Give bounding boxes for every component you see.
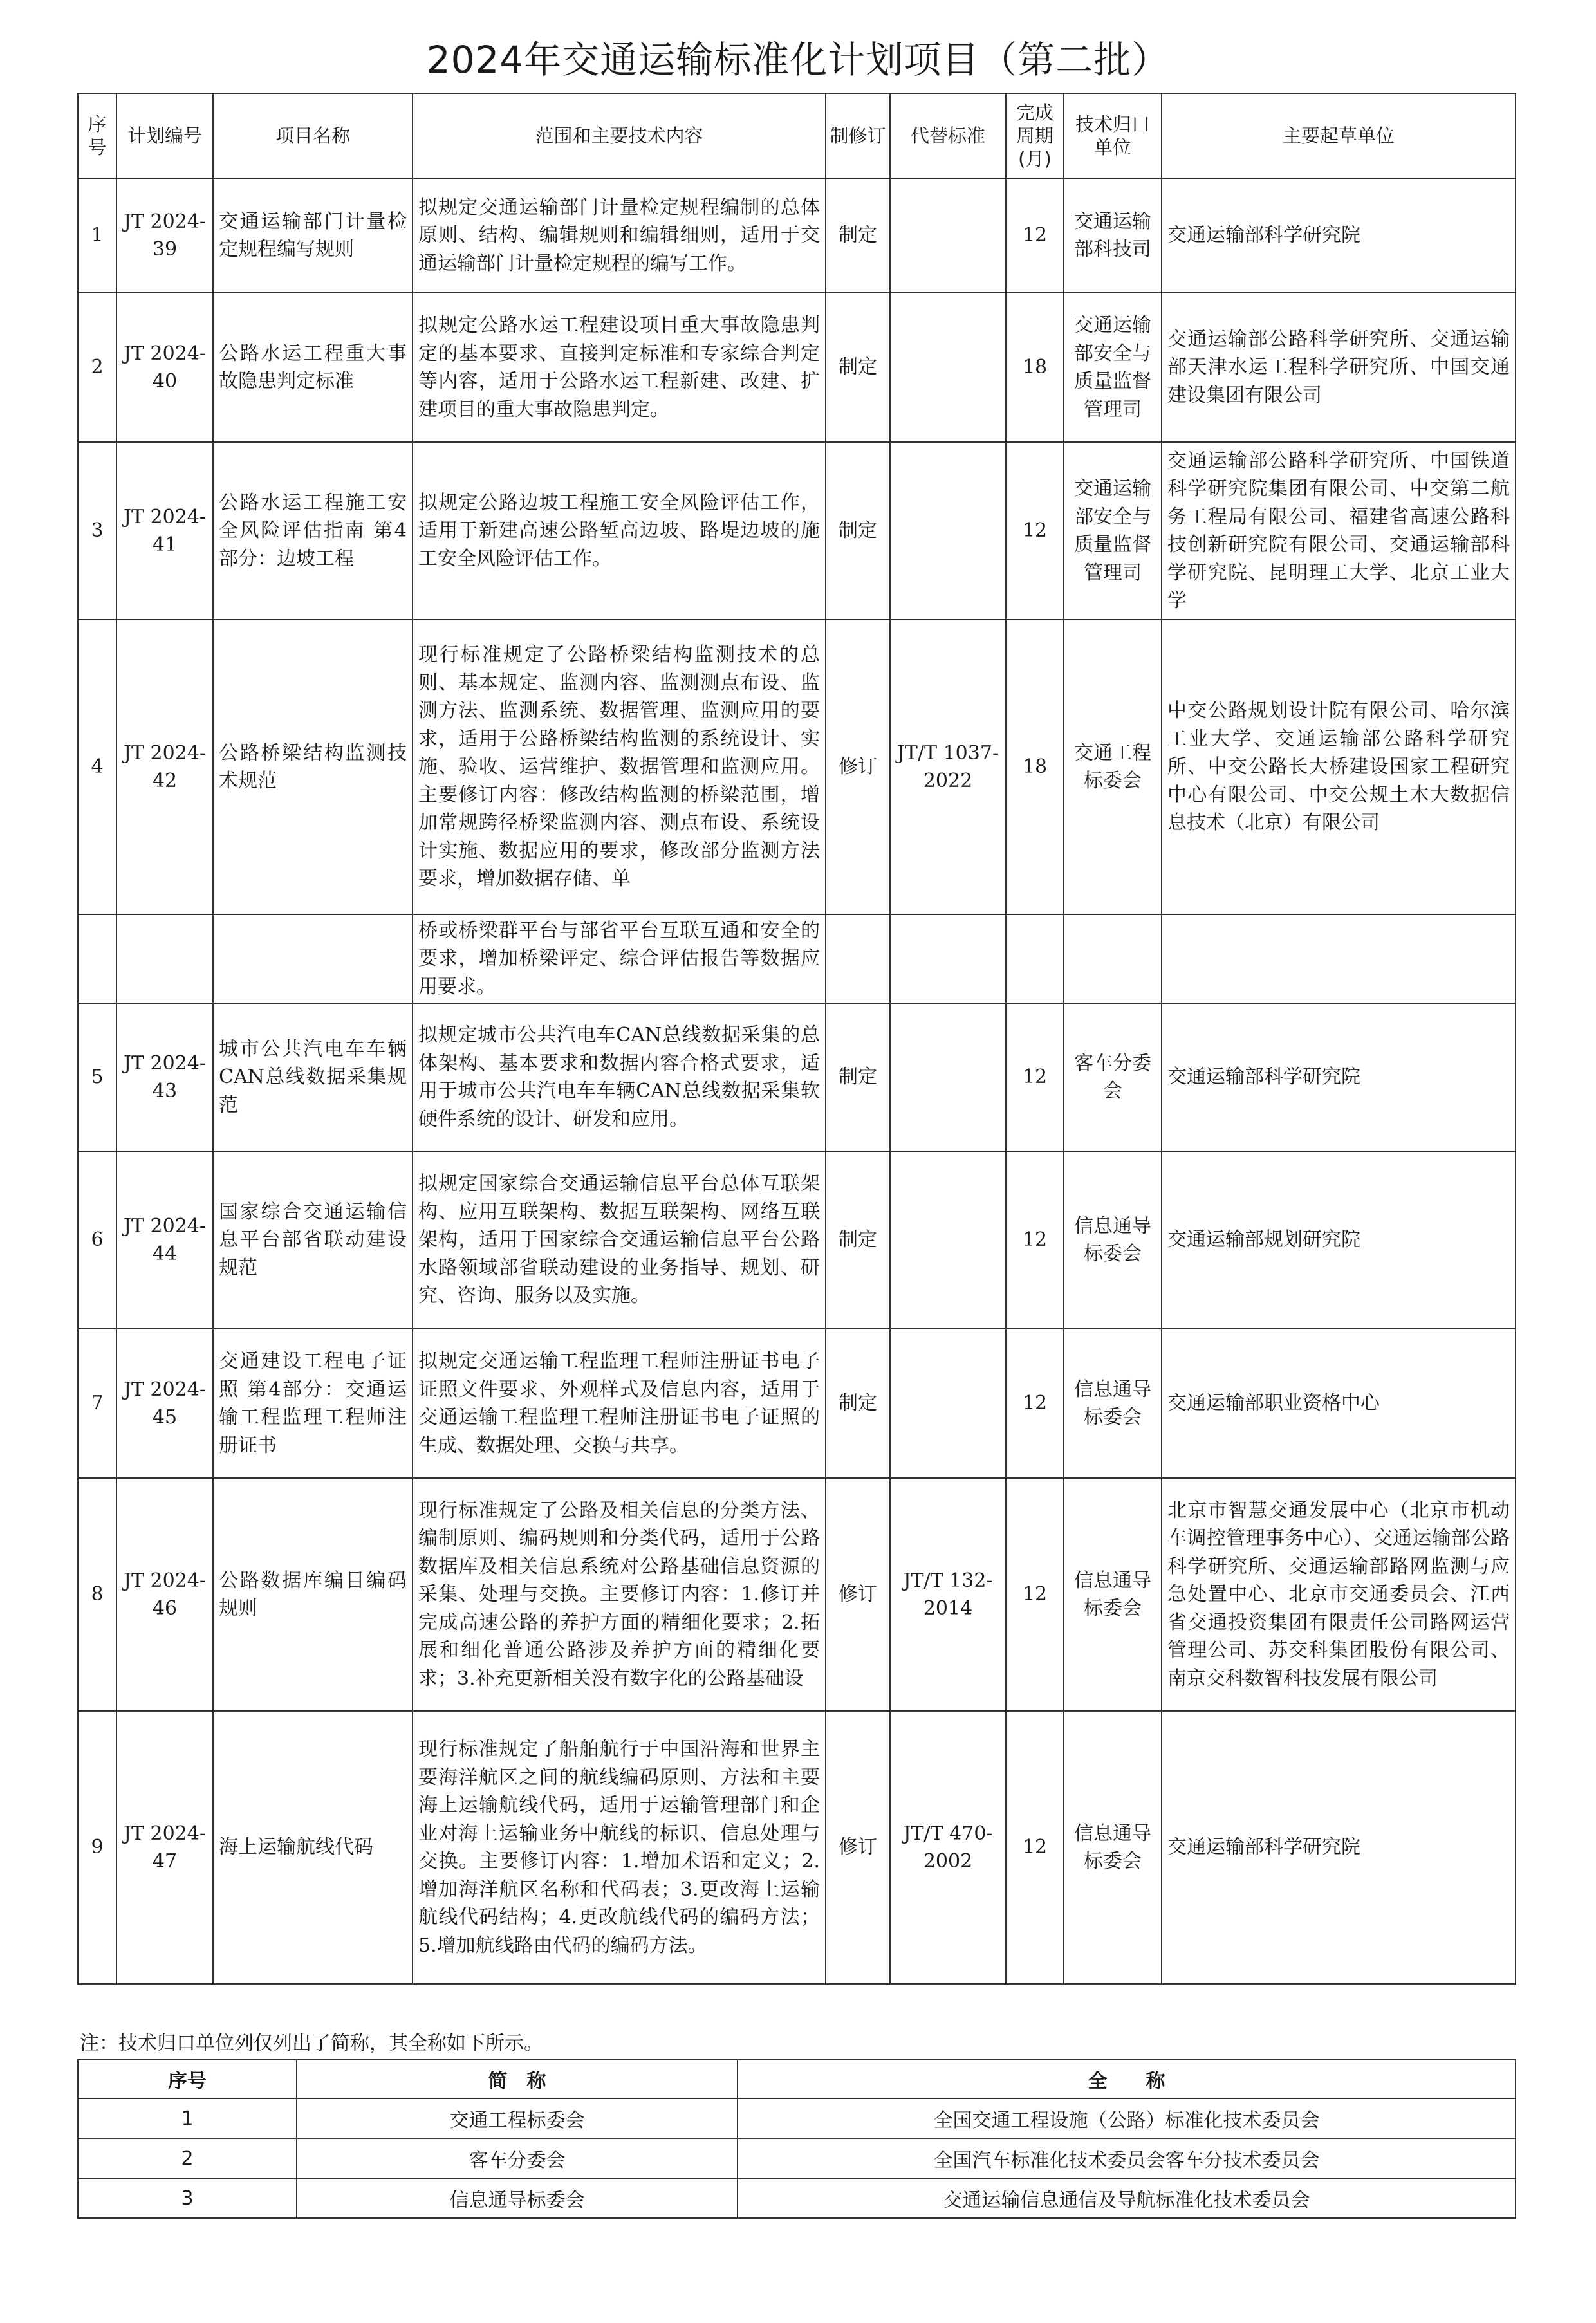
header-dept: 技术归口单位: [1064, 93, 1162, 178]
abbr-row: [78, 2098, 1516, 2138]
row-period: 12: [1006, 178, 1064, 293]
row-scope: 现行标准规定了船舶航行于中国沿海和世界主要海洋航区之间的航线编码原则、方法和主要海上运输航线代码，适用于运输管理部门和企业对海上运输业务中航线的标识、信息处理与交换。主要修订内容：1.增加术语和定义；2.增加海洋航区名称和代码表；3.更改海上运输航线代码结构；4.更改航线代码的编码方法；5.增加航线路由代码的编码方法。: [413, 1711, 826, 1984]
table-row: [78, 1329, 1516, 1478]
table-row: [78, 1151, 1516, 1329]
row-name: [213, 914, 413, 1003]
abbr-seq: 2: [78, 2138, 297, 2178]
header-seq: 序号: [78, 93, 116, 178]
row-plan-no: [116, 914, 213, 1003]
header-replace: 代替标准: [890, 93, 1006, 178]
row-plan-no: JT 2024-42: [116, 620, 213, 914]
row-dept: 信息通导标委会: [1064, 1151, 1162, 1329]
row-dept: 交通运输部安全与质量监督管理司: [1064, 293, 1162, 442]
project-table: [77, 93, 1516, 1985]
row-drafter: [1162, 914, 1516, 1003]
row-name: 公路桥梁结构监测技术规范: [213, 620, 413, 914]
row-dept: 信息通导标委会: [1064, 1329, 1162, 1478]
row-seq: 4: [78, 620, 116, 914]
row-drafter: 交通运输部公路科学研究所、交通运输部天津水运工程科学研究所、中国交通建设集团有限公司: [1162, 293, 1516, 442]
row-drafter: 中交公路规划设计院有限公司、哈尔滨工业大学、交通运输部公路科学研究所、中交公路长大桥建设国家工程研究中心有限公司、中交公规土木大数据信息技术（北京）有限公司: [1162, 620, 1516, 914]
row-revise: 修订: [826, 1478, 890, 1711]
row-scope: 拟规定公路边坡工程施工安全风险评估工作，适用于新建高速公路堑高边坡、路堤边坡的施工安全风险评估工作。: [413, 442, 826, 620]
abbr-row: [78, 2138, 1516, 2178]
row-scope: 拟规定交通运输工程监理工程师注册证书电子证照文件要求、外观样式及信息内容，适用于交通运输工程监理工程师注册证书电子证照的生成、数据处理、交换与共享。: [413, 1329, 826, 1478]
row-plan-no: JT 2024-40: [116, 293, 213, 442]
header-period: 完成周期(月): [1006, 93, 1064, 178]
row-plan-no: JT 2024-41: [116, 442, 213, 620]
abbr-full: 交通运输信息通信及导航标准化技术委员会: [738, 2178, 1516, 2218]
row-dept: 交通运输部科技司: [1064, 178, 1162, 293]
row-seq: 2: [78, 293, 116, 442]
row-scope: 拟规定交通运输部门计量检定规程编制的总体原则、结构、编辑规则和编辑细则，适用于交通运输部门计量检定规程的编写工作。: [413, 178, 826, 293]
row-seq: 8: [78, 1478, 116, 1711]
row-dept: 信息通导标委会: [1064, 1711, 1162, 1984]
abbr-header-row: [78, 2060, 1516, 2098]
row-drafter: 交通运输部科学研究院: [1162, 1711, 1516, 1984]
row-scope-continued: 桥或桥梁群平台与部省平台互联互通和安全的要求，增加桥梁评定、综合评估报告等数据应用要求。: [413, 914, 826, 1003]
row-drafter: 交通运输部科学研究院: [1162, 178, 1516, 293]
row-replace: [890, 914, 1006, 1003]
row-seq: [78, 914, 116, 1003]
row-drafter: 交通运输部公路科学研究所、中国铁道科学研究院集团有限公司、中交第二航务工程局有限公司、福建省高速公路科技创新研究院有限公司、交通运输部科学研究院、昆明理工大学、北京工业大学: [1162, 442, 1516, 620]
row-replace: [890, 293, 1006, 442]
row-plan-no: JT 2024-43: [116, 1003, 213, 1151]
row-seq: 6: [78, 1151, 116, 1329]
abbr-short: 客车分委会: [297, 2138, 738, 2178]
row-revise: 制定: [826, 1003, 890, 1151]
header-revise: 制修订: [826, 93, 890, 178]
row-period: 12: [1006, 1711, 1064, 1984]
row-replace: JT/T 470-2002: [890, 1711, 1006, 1984]
row-replace: [890, 178, 1006, 293]
row-dept: [1064, 914, 1162, 1003]
row-scope: 现行标准规定了公路及相关信息的分类方法、编制原则、编码规则和分类代码，适用于公路数据库及相关信息系统对公路基础信息资源的采集、处理与交换。主要修订内容：1.修订并完成高速公路的养护方面的精细化要求；2.拓展和细化普通公路涉及养护方面的精细化要求；3.补充更新相关没有数字化的公路基础设: [413, 1478, 826, 1711]
row-revise: 制定: [826, 1151, 890, 1329]
row-dept: 交通工程标委会: [1064, 620, 1162, 914]
row-dept: 交通运输部安全与质量监督管理司: [1064, 442, 1162, 620]
row-period: 12: [1006, 1478, 1064, 1711]
row-plan-no: JT 2024-39: [116, 178, 213, 293]
row-period: 12: [1006, 1329, 1064, 1478]
row-name: 公路水运工程施工安全风险评估指南 第4部分：边坡工程: [213, 442, 413, 620]
row-seq: 1: [78, 178, 116, 293]
row-dept: 信息通导标委会: [1064, 1478, 1162, 1711]
abbr-full: 全国交通工程设施（公路）标准化技术委员会: [738, 2098, 1516, 2138]
row-seq: 7: [78, 1329, 116, 1478]
table-row: [78, 293, 1516, 442]
row-period: 12: [1006, 442, 1064, 620]
header-drafter: 主要起草单位: [1162, 93, 1516, 178]
row-name: 交通建设工程电子证照 第4部分：交通运输工程监理工程师注册证书: [213, 1329, 413, 1478]
row-name: 交通运输部门计量检定规程编写规则: [213, 178, 413, 293]
table-row-continued: [78, 914, 1516, 1003]
header-name: 项目名称: [213, 93, 413, 178]
abbr-header-seq: 序号: [78, 2060, 297, 2098]
row-period: [1006, 914, 1064, 1003]
abbr-row: [78, 2178, 1516, 2218]
row-plan-no: JT 2024-44: [116, 1151, 213, 1329]
abbr-seq: 3: [78, 2178, 297, 2218]
abbr-short: 信息通导标委会: [297, 2178, 738, 2218]
row-drafter: 交通运输部规划研究院: [1162, 1151, 1516, 1329]
row-drafter: 交通运输部职业资格中心: [1162, 1329, 1516, 1478]
row-replace: [890, 1003, 1006, 1151]
row-drafter: 北京市智慧交通发展中心（北京市机动车调控管理事务中心）、交通运输部公路科学研究所、交通运输部路网监测与应急处置中心、北京市交通委员会、江西省交通投资集团有限责任公司路网运营管理公司、苏交科集团股份有限公司、南京交科数智科技发展有限公司: [1162, 1478, 1516, 1711]
row-name: 公路数据库编目编码规则: [213, 1478, 413, 1711]
row-replace: [890, 1329, 1006, 1478]
table-row: [78, 1711, 1516, 1984]
row-drafter: 交通运输部科学研究院: [1162, 1003, 1516, 1151]
row-plan-no: JT 2024-46: [116, 1478, 213, 1711]
row-scope: 现行标准规定了公路桥梁结构监测技术的总则、基本规定、监测内容、监测测点布设、监测方法、监测系统、数据管理、监测应用的要求，适用于公路桥梁结构监测的系统设计、实施、验收、运营维护、数据管理和监测应用。主要修订内容：修改结构监测的桥梁范围，增加常规跨径桥梁监测内容、测点布设、系统设计实施、数据应用的要求，修改部分监测方法要求，增加数据存储、单: [413, 620, 826, 914]
row-revise: [826, 914, 890, 1003]
row-name: 城市公共汽电车车辆CAN总线数据采集规范: [213, 1003, 413, 1151]
row-revise: 制定: [826, 178, 890, 293]
row-replace: [890, 1151, 1006, 1329]
row-revise: 修订: [826, 620, 890, 914]
row-period: 12: [1006, 1003, 1064, 1151]
row-revise: 制定: [826, 293, 890, 442]
row-period: 18: [1006, 293, 1064, 442]
abbreviation-note: 注：技术归口单位列仅列出了简称，其全称如下所示。: [80, 2032, 543, 2055]
page-title: 2024年交通运输标准化计划项目（第二批）: [426, 38, 1170, 82]
row-scope: 拟规定公路水运工程建设项目重大事故隐患判定的基本要求、直接判定标准和专家综合判定等内容，适用于公路水运工程新建、改建、扩建项目的重大事故隐患判定。: [413, 293, 826, 442]
row-plan-no: JT 2024-45: [116, 1329, 213, 1478]
row-revise: 制定: [826, 442, 890, 620]
row-revise: 修订: [826, 1711, 890, 1984]
row-plan-no: JT 2024-47: [116, 1711, 213, 1984]
table-header-row: [78, 93, 1516, 178]
row-name: 海上运输航线代码: [213, 1711, 413, 1984]
row-dept: 客车分委会: [1064, 1003, 1162, 1151]
abbreviation-table: [77, 2059, 1516, 2219]
row-replace: [890, 442, 1006, 620]
row-replace: JT/T 132-2014: [890, 1478, 1006, 1711]
abbr-header-short: 简 称: [297, 2060, 738, 2098]
row-period: 12: [1006, 1151, 1064, 1329]
row-seq: 9: [78, 1711, 116, 1984]
table-row: [78, 442, 1516, 620]
row-name: 国家综合交通运输信息平台部省联动建设规范: [213, 1151, 413, 1329]
table-row: [78, 1003, 1516, 1151]
abbr-seq: 1: [78, 2098, 297, 2138]
table-row: [78, 620, 1516, 914]
table-row: [78, 1478, 1516, 1711]
abbr-short: 交通工程标委会: [297, 2098, 738, 2138]
row-period: 18: [1006, 620, 1064, 914]
header-scope: 范围和主要技术内容: [413, 93, 826, 178]
row-seq: 3: [78, 442, 116, 620]
row-seq: 5: [78, 1003, 116, 1151]
row-scope: 拟规定城市公共汽电车CAN总线数据采集的总体架构、基本要求和数据内容合格式要求，适用于城市公共汽电车车辆CAN总线数据采集软硬件系统的设计、研发和应用。: [413, 1003, 826, 1151]
header-plan-no: 计划编号: [116, 93, 213, 178]
row-replace: JT/T 1037-2022: [890, 620, 1006, 914]
table-row: [78, 178, 1516, 293]
abbr-full: 全国汽车标准化技术委员会客车分技术委员会: [738, 2138, 1516, 2178]
row-scope: 拟规定国家综合交通运输信息平台总体互联架构、应用互联架构、数据互联架构、网络互联架构，适用于国家综合交通运输信息平台公路水路领域部省联动建设的业务指导、规划、研究、咨询、服务以及实施。: [413, 1151, 826, 1329]
row-revise: 制定: [826, 1329, 890, 1478]
row-name: 公路水运工程重大事故隐患判定标准: [213, 293, 413, 442]
abbr-header-full: 全 称: [738, 2060, 1516, 2098]
